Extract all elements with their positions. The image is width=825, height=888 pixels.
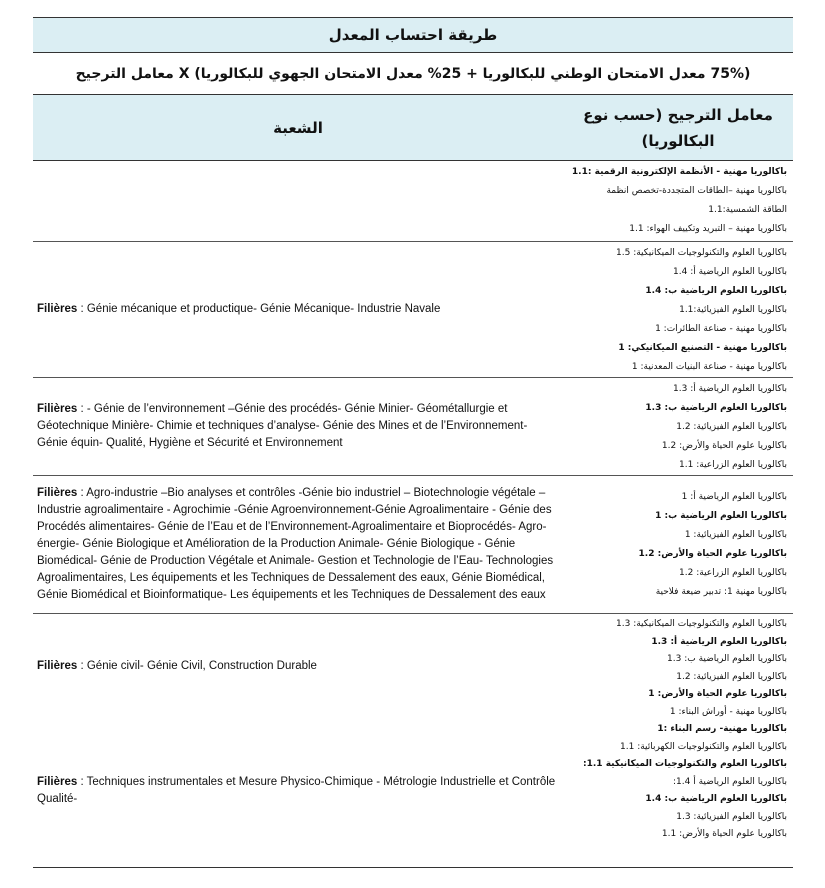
coefficient-line: باكالوريا العلوم الفيزيائية: 1.2 — [676, 422, 787, 432]
table-header — [33, 95, 793, 161]
coefficient-cell — [563, 476, 793, 613]
table-row — [33, 161, 793, 242]
filiere-cell — [33, 161, 563, 241]
coefficient-line: باكالوريا العلوم الفيزيائية: 1.3 — [676, 811, 787, 822]
coefficient-cell — [563, 378, 793, 475]
filieres-text: : Techniques instrumentales et Mesure Physico-Chimique - Métrologie Industrielle et Contrôle Qualité- — [37, 776, 556, 805]
coefficient-line: باكالوريا مهنية 1: تدبير ضيعة فلاحية — [655, 586, 787, 597]
coefficient-line: باكالوريا العلوم الرياضية ب: 1.4 — [645, 794, 787, 804]
coefficient-line: باكالوريا العلوم الرياضية أ 1.4: — [672, 776, 787, 787]
header-coefficient: معامل الترجيح (حسب نوع البكالوريا) — [583, 105, 773, 150]
filiere-cell — [33, 476, 563, 613]
coefficient-line: باكالوريا العلوم والتكنولوجيات الميكانيكية: 1.5 — [616, 248, 787, 258]
coefficient-line: باكالوريا العلوم الرياضية ب: 1 — [655, 510, 787, 521]
coefficient-line: باكالوريا العلوم الرياضية أ: 1.3 — [673, 384, 787, 394]
coefficient-line: باكالوريا العلوم الرياضية أ: 1 — [681, 491, 787, 502]
coefficient-line: باكالوريا العلوم الرياضية أ: 1.4 — [673, 267, 787, 277]
coefficient-line: باكالوريا مهنية - أوراش البناء: 1 — [669, 706, 787, 717]
coefficient-line: باكالوريا العلوم والتكنولوجيات الميكانيكية 1.1: — [583, 759, 787, 769]
coefficient-line: باكالوريا العلوم الزراعية: 1.1 — [679, 460, 787, 470]
filiere-cell — [33, 614, 563, 867]
coefficient-line: باكالوريا مهنية - صناعة البنيات المعدنية: 1 — [631, 362, 787, 372]
filieres-label: Filières — [37, 660, 78, 672]
coefficient-line: باكالوريا علوم الحياة والأرض: 1 — [648, 689, 787, 699]
formula-row — [33, 53, 793, 95]
filieres-text: : Agro-industrie –Bio analyses et contrôles -Génie bio industriel – Biotechnologie végétale – Industrie agroalimentaire - Agrochimie -Génie Agroenvironnement-Génie Agroalimentaire - Génie des Procédés alimentaires- Génie de l’Eau et de l’Environnement-Agroalimentaire et Bioprocédés- Agro-énergie- Génie Biologique et Amélioration de la Production Animale- Génie Biologique - Génie Biomédical- Génie de Production Végétale et Animale- Gestion et Technologie de l’Eau- Technologies Agroalimentaires, Les équipements et les Techniques de Dessalement des eaux, Génie Biomédical, Génie Biomédical et Bioinformatique- Les équipements et les Techniques de Dessalement des eaux — [37, 487, 554, 601]
table-row — [33, 614, 793, 868]
coefficient-line: باكالوريا مهنية- رسم البناء :1 — [657, 724, 787, 734]
coefficient-line: باكالوريا علوم الحياة والأرض: 1.2 — [661, 441, 787, 451]
coefficient-line: باكالوريا مهنية –الطاقات المتجددة-تخصص انظمة — [606, 186, 787, 196]
coefficient-line: باكالوريا العلوم والتكنولوجيات الميكانيكية: 1.3 — [616, 619, 787, 629]
coefficient-line: باكالوريا العلوم الرياضية أ: 1.3 — [651, 636, 787, 647]
filieres-text: : Génie mécanique et productique- Génie Mécanique- Industrie Navale — [77, 303, 441, 315]
coefficient-line: الطاقة الشمسية:1.1 — [708, 205, 787, 215]
coefficient-line: باكالوريا العلوم الزراعية: 1.2 — [679, 567, 787, 578]
header-filiere: الشعبة — [273, 118, 323, 137]
coefficient-cell — [563, 242, 793, 377]
table-row — [33, 476, 793, 614]
coefficient-line: باكالوريا مهنية – التبريد وتكييف الهواء: 1.1 — [629, 224, 787, 234]
coefficient-line: باكالوريا العلوم الرياضية ب: 1.3 — [645, 403, 787, 413]
coefficient-cell — [563, 614, 793, 867]
table-row — [33, 242, 793, 378]
coefficient-line: باكالوريا العلوم الرياضية ب: 1.3 — [667, 654, 787, 664]
table-title — [33, 17, 793, 53]
table-row — [33, 378, 793, 476]
coefficient-line: باكالوريا مهنية - الأنظمة الإلكترونية الرقمية :1.1 — [571, 167, 787, 177]
filiere-block — [33, 770, 563, 812]
filieres-text: : Génie civil- Génie Civil, Construction Durable — [77, 660, 317, 672]
coefficient-line: باكالوريا مهنية - صناعة الطائرات: 1 — [655, 324, 787, 334]
filieres-label: Filières — [37, 776, 78, 788]
coefficient-line: باكالوريا العلوم الفيزيائية: 1.2 — [676, 671, 787, 682]
formula-text: (75% معدل الامتحان الوطني للبكالوريا + 25% معدل الامتحان الجهوي للبكالوريا) X معامل الترجيح — [75, 65, 751, 82]
filieres-label: Filières — [37, 303, 78, 315]
coefficient-cell — [563, 161, 793, 241]
coefficient-line: باكالوريا العلوم الفيزيائية:1.1 — [679, 305, 787, 315]
coefficient-table — [33, 17, 793, 868]
coefficient-line: باكالوريا مهنية - التصنيع الميكانيكي: 1 — [618, 343, 787, 353]
filieres-text: : - Génie de l’environnement –Génie des procédés- Génie Minier- Géométallurgie et Géotechnique Minière- Chimie et techniques d’analyse- Génie des Mines et de l’Environnement- Génie équin- Qualité, Hygiène et Sécurité et Environnement — [37, 403, 528, 449]
filiere-cell — [33, 242, 563, 377]
coefficient-line: باكالوريا علوم الحياة والأرض: 1.1 — [661, 829, 787, 839]
table-title-text: طريقة احتساب المعدل — [328, 26, 498, 44]
coefficient-line: باكالوريا علوم الحياة والأرض: 1.2 — [638, 548, 787, 559]
coefficient-line: باكالوريا العلوم والتكنولوجيات الكهربائية: 1.1 — [620, 741, 787, 752]
filiere-block — [33, 654, 563, 679]
coefficient-line: باكالوريا العلوم الفيزيائية: 1 — [684, 529, 787, 540]
filieres-label: Filières — [37, 403, 78, 415]
coefficient-line: باكالوريا العلوم الرياضية ب: 1.4 — [645, 286, 787, 296]
filieres-label: Filières — [37, 487, 78, 499]
filiere-cell — [33, 378, 563, 475]
